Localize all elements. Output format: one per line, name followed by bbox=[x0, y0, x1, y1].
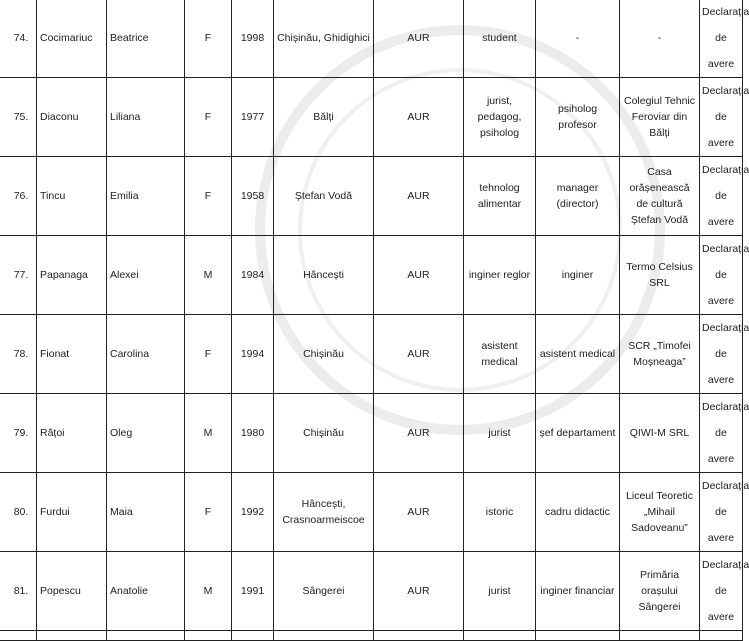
last-name-cell: Papanaga bbox=[37, 236, 107, 315]
birth-year-cell: 1991 bbox=[232, 552, 274, 631]
position-cell: - bbox=[536, 0, 620, 78]
profession-cell: inginer reglor bbox=[464, 236, 536, 315]
workplace-cell: SCR „Timofei Moșneaga” bbox=[620, 315, 700, 394]
birth-year-cell: 1958 bbox=[232, 157, 274, 236]
empty-cell bbox=[274, 631, 374, 641]
asset-declaration-link-cell[interactable]: Declarația de avere bbox=[700, 394, 743, 473]
sex-cell: F bbox=[185, 0, 232, 78]
last-name-cell: Fionat bbox=[37, 315, 107, 394]
position-cell: șef departament bbox=[536, 394, 620, 473]
asset-declaration-link-cell[interactable]: Declarația de avere bbox=[700, 0, 743, 78]
empty-cell bbox=[107, 631, 185, 641]
row-number-cell: 79. bbox=[0, 394, 37, 473]
table-row bbox=[0, 315, 743, 394]
profession-cell: jurist, pedagog, psiholog bbox=[464, 78, 536, 157]
sex-cell: M bbox=[185, 394, 232, 473]
position-cell: manager (director) bbox=[536, 157, 620, 236]
sex-cell: F bbox=[185, 473, 232, 552]
first-name-cell: Liliana bbox=[107, 78, 185, 157]
empty-cell bbox=[620, 631, 700, 641]
position-cell: inginer financiar bbox=[536, 552, 620, 631]
sex-cell: F bbox=[185, 157, 232, 236]
first-name-cell: Anatolie bbox=[107, 552, 185, 631]
asset-declaration-link-cell[interactable]: Declarația de avere bbox=[700, 552, 743, 631]
first-name-cell: Maia bbox=[107, 473, 185, 552]
workplace-cell: Liceul Teoretic „Mihail Sadoveanu” bbox=[620, 473, 700, 552]
position-cell: asistent medical bbox=[536, 315, 620, 394]
empty-cell bbox=[0, 631, 37, 641]
locality-cell: Sângerei bbox=[274, 552, 374, 631]
party-cell: AUR bbox=[374, 157, 464, 236]
locality-cell: Ștefan Vodă bbox=[274, 157, 374, 236]
sex-cell: F bbox=[185, 78, 232, 157]
empty-cell bbox=[185, 631, 232, 641]
table-row bbox=[0, 552, 743, 631]
locality-cell: Hâncești bbox=[274, 236, 374, 315]
last-name-cell: Cocimariuc bbox=[37, 0, 107, 78]
sex-cell: M bbox=[185, 236, 232, 315]
locality-cell: Bălți bbox=[274, 78, 374, 157]
last-name-cell: Diaconu bbox=[37, 78, 107, 157]
workplace-cell: - bbox=[620, 0, 700, 78]
position-cell: inginer bbox=[536, 236, 620, 315]
row-number-cell: 78. bbox=[0, 315, 37, 394]
birth-year-cell: 1992 bbox=[232, 473, 274, 552]
first-name-cell: Carolina bbox=[107, 315, 185, 394]
birth-year-cell: 1994 bbox=[232, 315, 274, 394]
party-cell: AUR bbox=[374, 315, 464, 394]
locality-cell: Chișinău, Ghidighici bbox=[274, 0, 374, 78]
last-name-cell: Popescu bbox=[37, 552, 107, 631]
party-cell: AUR bbox=[374, 473, 464, 552]
profession-cell: asistent medical bbox=[464, 315, 536, 394]
workplace-cell: Primăria orașului Sângerei bbox=[620, 552, 700, 631]
workplace-cell: Termo Celsius SRL bbox=[620, 236, 700, 315]
table-row-partial bbox=[0, 631, 743, 641]
party-cell: AUR bbox=[374, 0, 464, 78]
row-number-cell: 81. bbox=[0, 552, 37, 631]
asset-declaration-link-cell[interactable]: Declarația de avere bbox=[700, 78, 743, 157]
table-row bbox=[0, 473, 743, 552]
empty-cell bbox=[232, 631, 274, 641]
table-row bbox=[0, 78, 743, 157]
row-number-cell: 77. bbox=[0, 236, 37, 315]
empty-cell bbox=[700, 631, 743, 641]
row-number-cell: 80. bbox=[0, 473, 37, 552]
next-row-stub bbox=[0, 470, 740, 476]
workplace-cell: QIWI-M SRL bbox=[620, 394, 700, 473]
locality-cell: Chișinău bbox=[274, 394, 374, 473]
row-number-cell: 76. bbox=[0, 157, 37, 236]
locality-cell: Hâncești, Crasnoarmeiscoe bbox=[274, 473, 374, 552]
first-name-cell: Oleg bbox=[107, 394, 185, 473]
profession-cell: jurist bbox=[464, 394, 536, 473]
party-cell: AUR bbox=[374, 236, 464, 315]
workplace-cell: Colegiul Tehnic Feroviar din Bălți bbox=[620, 78, 700, 157]
row-number-cell: 74. bbox=[0, 0, 37, 78]
last-name-cell: Tincu bbox=[37, 157, 107, 236]
birth-year-cell: 1998 bbox=[232, 0, 274, 78]
party-cell: AUR bbox=[374, 552, 464, 631]
row-number-cell: 75. bbox=[0, 78, 37, 157]
birth-year-cell: 1984 bbox=[232, 236, 274, 315]
asset-declaration-link-cell[interactable]: Declarația de avere bbox=[700, 157, 743, 236]
sex-cell: F bbox=[185, 315, 232, 394]
position-cell: psiholog profesor bbox=[536, 78, 620, 157]
last-name-cell: Furdui bbox=[37, 473, 107, 552]
last-name-cell: Rățoi bbox=[37, 394, 107, 473]
profession-cell: jurist bbox=[464, 552, 536, 631]
first-name-cell: Alexei bbox=[107, 236, 185, 315]
empty-cell bbox=[464, 631, 536, 641]
table-row bbox=[0, 236, 743, 315]
empty-cell bbox=[37, 631, 107, 641]
locality-cell: Chișinău bbox=[274, 315, 374, 394]
workplace-cell: Casa orășenească de cultură Ștefan Vodă bbox=[620, 157, 700, 236]
table-row bbox=[0, 0, 743, 78]
table-row bbox=[0, 394, 743, 473]
empty-cell bbox=[374, 631, 464, 641]
birth-year-cell: 1980 bbox=[232, 394, 274, 473]
empty-cell bbox=[536, 631, 620, 641]
table-row bbox=[0, 157, 743, 236]
asset-declaration-link-cell[interactable]: Declarația de avere bbox=[700, 236, 743, 315]
profession-cell: istoric bbox=[464, 473, 536, 552]
asset-declaration-link-cell[interactable]: Declarația de avere bbox=[700, 473, 743, 552]
profession-cell: tehnolog alimentar bbox=[464, 157, 536, 236]
asset-declaration-link-cell[interactable]: Declarația de avere bbox=[700, 315, 743, 394]
first-name-cell: Beatrice bbox=[107, 0, 185, 78]
position-cell: cadru didactic bbox=[536, 473, 620, 552]
sex-cell: M bbox=[185, 552, 232, 631]
party-cell: AUR bbox=[374, 394, 464, 473]
party-cell: AUR bbox=[374, 78, 464, 157]
birth-year-cell: 1977 bbox=[232, 78, 274, 157]
first-name-cell: Emilia bbox=[107, 157, 185, 236]
profession-cell: student bbox=[464, 0, 536, 78]
